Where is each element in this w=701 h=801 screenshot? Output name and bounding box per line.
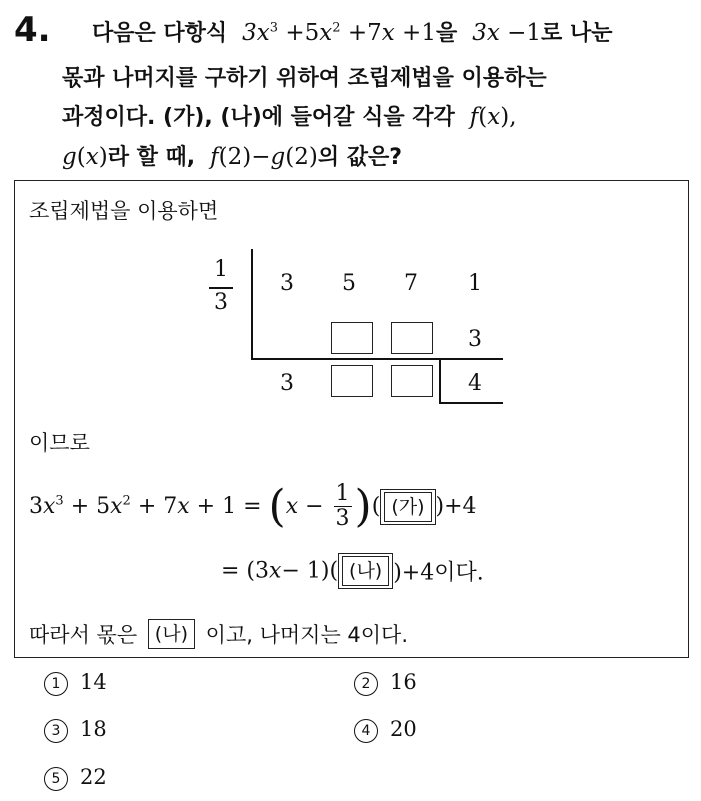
choice-3[interactable]: [44, 717, 107, 743]
blank-box: [391, 322, 433, 354]
label-na-box: (나): [148, 619, 195, 649]
remainder-value: 4: [468, 371, 482, 396]
imuro-text: 이므로: [29, 431, 90, 455]
choice-value: 18: [80, 717, 107, 741]
choice-value: 14: [80, 670, 107, 694]
coefficient: 1: [468, 271, 482, 296]
g-of-x: g(x): [62, 144, 108, 170]
question-number: 4.: [14, 10, 51, 50]
blank-box: [391, 365, 433, 397]
question-line-1: [92, 16, 612, 47]
coefficient: 7: [404, 271, 418, 296]
quotient-coefficient: 3: [280, 371, 294, 396]
choice-value: 22: [80, 765, 107, 789]
choice-value: 16: [390, 670, 417, 694]
question-line-3: [62, 100, 517, 131]
fraction-bar: [209, 287, 233, 289]
divisor-expression: 3x −1: [464, 20, 542, 46]
choice-mark: 5: [44, 767, 68, 791]
question-text: 을: [435, 21, 458, 46]
choice-value: 20: [390, 717, 417, 741]
coefficient: 5: [342, 271, 356, 296]
fraction-one-third: $\frac{1}{3}$: [335, 481, 350, 531]
equation-1: $3x^3 + 5x^2 + 7x + 1 = (x$ − $\frac{1}{3}$ )( (가) )+4: [29, 481, 477, 532]
question-line-2: 몫과 나머지를 구하기 위하여 조립제법을 이용하는: [62, 66, 547, 91]
blank-box: [331, 322, 373, 354]
fraction-denominator: 3: [214, 290, 228, 315]
question-text: 과정이다. (가), (나)에 들어갈 식을 각각: [62, 105, 455, 130]
label-ga-box: (가): [384, 492, 431, 522]
choice-mark: 1: [44, 672, 68, 696]
division-horizontal-line: [251, 358, 503, 360]
choice-2[interactable]: [354, 670, 417, 696]
choice-4[interactable]: [354, 717, 417, 743]
synthetic-division-panel: [14, 180, 689, 658]
coefficient: 3: [280, 271, 294, 296]
blank-box: [331, 365, 373, 397]
equation-2: = (3x− 1)( (나) )+4이다.: [221, 553, 484, 589]
fraction-numerator: 1: [214, 257, 228, 282]
choice-mark: 3: [44, 719, 68, 743]
question-text: 로 나눈: [541, 21, 613, 46]
row2-value: 3: [468, 327, 482, 352]
choice-mark: 4: [354, 719, 378, 743]
polynomial-expression: $3x^3 +5x^2 +7x +1$: [234, 20, 436, 46]
remainder-vertical-line: [439, 359, 441, 403]
divisor-fraction: [209, 257, 233, 317]
division-vertical-line: [251, 249, 253, 359]
choice-5[interactable]: [44, 765, 107, 791]
question-text: 라 할 때,: [107, 145, 196, 170]
question-text: 의 값은?: [317, 145, 402, 170]
choice-1[interactable]: [44, 670, 107, 696]
label-na-box: (나): [342, 556, 389, 586]
f-of-x: f(x),: [462, 104, 517, 130]
question-text: 다음은 다항식: [92, 21, 228, 46]
remainder-horizontal-line: [439, 402, 503, 404]
question-line-4: [62, 140, 402, 171]
conclusion-line: 따라서 몫은 (나) 이고, 나머지는 4이다.: [29, 619, 408, 649]
panel-intro: 조립제법을 이용하면: [29, 199, 219, 223]
f2-minus-g2: f(2)−g(2): [202, 144, 318, 170]
choice-mark: 2: [354, 672, 378, 696]
